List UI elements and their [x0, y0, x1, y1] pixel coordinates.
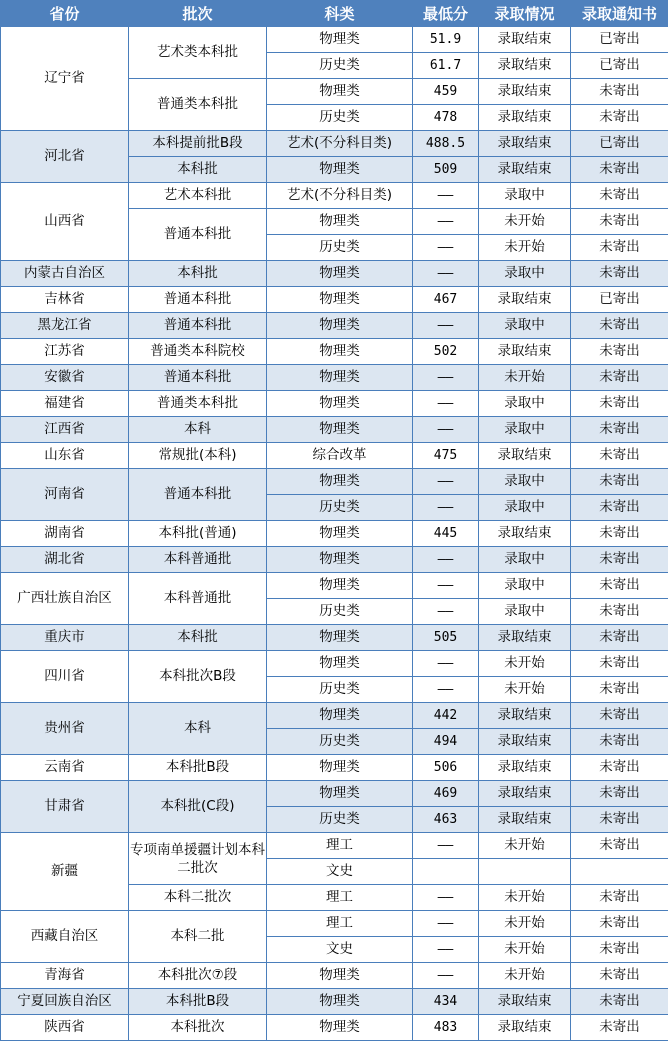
notice-cell: 未寄出 — [571, 365, 668, 391]
min-score-cell: —— — [413, 651, 479, 677]
subject-cell: 综合改革 — [267, 443, 413, 469]
min-score-cell: —— — [413, 677, 479, 703]
status-cell: 未开始 — [479, 885, 571, 911]
subject-cell: 物理类 — [267, 651, 413, 677]
table-row — [1, 833, 668, 859]
status-cell: 录取结束 — [479, 807, 571, 833]
batch-cell: 普通类本科批 — [129, 79, 267, 131]
status-cell: 录取结束 — [479, 755, 571, 781]
status-cell: 录取中 — [479, 599, 571, 625]
batch-cell: 本科批次 — [129, 1015, 267, 1041]
subject-cell: 文史 — [267, 937, 413, 963]
notice-cell: 未寄出 — [571, 625, 668, 651]
notice-cell: 未寄出 — [571, 469, 668, 495]
province-cell: 湖北省 — [1, 547, 129, 573]
min-score-cell: 469 — [413, 781, 479, 807]
notice-cell: 已寄出 — [571, 53, 668, 79]
min-score-cell: 467 — [413, 287, 479, 313]
province-cell: 甘肃省 — [1, 781, 129, 833]
batch-cell: 普通本科批 — [129, 365, 267, 391]
batch-cell: 本科批B段 — [129, 755, 267, 781]
notice-cell: 未寄出 — [571, 443, 668, 469]
notice-cell: 未寄出 — [571, 547, 668, 573]
subject-cell: 历史类 — [267, 807, 413, 833]
subject-cell: 物理类 — [267, 339, 413, 365]
min-score-cell — [413, 859, 479, 885]
subject-cell: 物理类 — [267, 1015, 413, 1041]
province-cell: 宁夏回族自治区 — [1, 989, 129, 1015]
province-cell: 吉林省 — [1, 287, 129, 313]
notice-cell: 未寄出 — [571, 391, 668, 417]
subject-cell: 理工 — [267, 833, 413, 859]
notice-cell: 未寄出 — [571, 313, 668, 339]
province-cell: 内蒙古自治区 — [1, 261, 129, 287]
subject-cell: 物理类 — [267, 781, 413, 807]
min-score-cell: 483 — [413, 1015, 479, 1041]
notice-cell: 已寄出 — [571, 27, 668, 53]
status-cell: 录取中 — [479, 261, 571, 287]
batch-cell: 本科批 — [129, 625, 267, 651]
batch-cell: 本科批次⑦段 — [129, 963, 267, 989]
batch-cell: 本科普通批 — [129, 547, 267, 573]
subject-cell: 物理类 — [267, 157, 413, 183]
min-score-cell: —— — [413, 261, 479, 287]
table-row — [1, 313, 668, 339]
batch-cell: 普通类本科批 — [129, 391, 267, 417]
min-score-cell: —— — [413, 911, 479, 937]
table-row — [1, 989, 668, 1015]
subject-cell: 艺术(不分科目类) — [267, 183, 413, 209]
subject-cell: 历史类 — [267, 599, 413, 625]
subject-cell: 物理类 — [267, 547, 413, 573]
subject-cell: 物理类 — [267, 521, 413, 547]
subject-cell: 物理类 — [267, 989, 413, 1015]
table-row — [1, 781, 668, 807]
notice-cell: 未寄出 — [571, 157, 668, 183]
province-cell: 江苏省 — [1, 339, 129, 365]
notice-cell: 已寄出 — [571, 287, 668, 313]
batch-cell: 本科 — [129, 703, 267, 755]
batch-cell: 普通类本科院校 — [129, 339, 267, 365]
status-cell: 录取结束 — [479, 443, 571, 469]
status-cell: 未开始 — [479, 235, 571, 261]
status-cell: 录取中 — [479, 547, 571, 573]
status-cell: 未开始 — [479, 209, 571, 235]
province-cell: 四川省 — [1, 651, 129, 703]
table-row — [1, 651, 668, 677]
notice-cell: 未寄出 — [571, 885, 668, 911]
table-row — [1, 963, 668, 989]
notice-cell: 未寄出 — [571, 235, 668, 261]
batch-cell: 本科批(普通) — [129, 521, 267, 547]
subject-cell: 历史类 — [267, 105, 413, 131]
min-score-cell: 506 — [413, 755, 479, 781]
status-cell: 录取中 — [479, 313, 571, 339]
min-score-cell: —— — [413, 833, 479, 859]
notice-cell: 未寄出 — [571, 781, 668, 807]
status-cell: 录取结束 — [479, 157, 571, 183]
min-score-cell: —— — [413, 235, 479, 261]
notice-cell — [571, 859, 668, 885]
notice-cell: 未寄出 — [571, 937, 668, 963]
subject-cell: 物理类 — [267, 963, 413, 989]
notice-cell: 未寄出 — [571, 807, 668, 833]
status-cell: 录取结束 — [479, 625, 571, 651]
notice-cell: 未寄出 — [571, 989, 668, 1015]
header-batch: 批次 — [129, 1, 267, 27]
batch-cell: 本科普通批 — [129, 573, 267, 625]
notice-cell: 未寄出 — [571, 339, 668, 365]
min-score-cell: 502 — [413, 339, 479, 365]
notice-cell: 未寄出 — [571, 495, 668, 521]
header-min-score: 最低分 — [413, 1, 479, 27]
status-cell: 录取结束 — [479, 781, 571, 807]
min-score-cell: —— — [413, 417, 479, 443]
min-score-cell: —— — [413, 937, 479, 963]
min-score-cell: 505 — [413, 625, 479, 651]
min-score-cell: 478 — [413, 105, 479, 131]
province-cell: 山西省 — [1, 183, 129, 261]
subject-cell: 物理类 — [267, 209, 413, 235]
table-row — [1, 1015, 668, 1041]
status-cell: 录取结束 — [479, 27, 571, 53]
province-cell: 贵州省 — [1, 703, 129, 755]
table-row — [1, 703, 668, 729]
status-cell: 录取结束 — [479, 729, 571, 755]
subject-cell: 物理类 — [267, 261, 413, 287]
header-row — [1, 1, 668, 27]
notice-cell: 未寄出 — [571, 729, 668, 755]
min-score-cell: —— — [413, 963, 479, 989]
table-row — [1, 573, 668, 599]
notice-cell: 未寄出 — [571, 833, 668, 859]
table-row — [1, 287, 668, 313]
min-score-cell: —— — [413, 313, 479, 339]
min-score-cell: 488.5 — [413, 131, 479, 157]
subject-cell: 艺术(不分科目类) — [267, 131, 413, 157]
province-cell: 广西壮族自治区 — [1, 573, 129, 625]
min-score-cell: —— — [413, 391, 479, 417]
min-score-cell: 494 — [413, 729, 479, 755]
subject-cell: 物理类 — [267, 313, 413, 339]
status-cell: 录取中 — [479, 183, 571, 209]
notice-cell: 未寄出 — [571, 963, 668, 989]
notice-cell: 未寄出 — [571, 417, 668, 443]
batch-cell: 本科二批次 — [129, 885, 267, 911]
min-score-cell: —— — [413, 183, 479, 209]
batch-cell: 普通本科批 — [129, 313, 267, 339]
status-cell: 未开始 — [479, 677, 571, 703]
province-cell: 西藏自治区 — [1, 911, 129, 963]
table-header — [1, 1, 668, 27]
subject-cell: 历史类 — [267, 495, 413, 521]
table-row — [1, 131, 668, 157]
table-row — [1, 417, 668, 443]
notice-cell: 未寄出 — [571, 599, 668, 625]
table-row — [1, 183, 668, 209]
min-score-cell: 463 — [413, 807, 479, 833]
notice-cell: 未寄出 — [571, 261, 668, 287]
min-score-cell: 434 — [413, 989, 479, 1015]
status-cell: 录取结束 — [479, 79, 571, 105]
min-score-cell: 51.9 — [413, 27, 479, 53]
province-cell: 河南省 — [1, 469, 129, 521]
status-cell: 录取结束 — [479, 287, 571, 313]
province-cell: 新疆 — [1, 833, 129, 911]
subject-cell: 物理类 — [267, 573, 413, 599]
status-cell: 未开始 — [479, 963, 571, 989]
province-cell: 陕西省 — [1, 1015, 129, 1041]
table-row — [1, 469, 668, 495]
table-row — [1, 443, 668, 469]
subject-cell: 历史类 — [267, 729, 413, 755]
notice-cell: 未寄出 — [571, 79, 668, 105]
min-score-cell: —— — [413, 547, 479, 573]
notice-cell: 未寄出 — [571, 209, 668, 235]
min-score-cell: 445 — [413, 521, 479, 547]
min-score-cell: 61.7 — [413, 53, 479, 79]
status-cell — [479, 859, 571, 885]
header-subject: 科类 — [267, 1, 413, 27]
subject-cell: 物理类 — [267, 365, 413, 391]
table-row — [1, 365, 668, 391]
notice-cell: 未寄出 — [571, 677, 668, 703]
batch-cell: 本科批B段 — [129, 989, 267, 1015]
status-cell: 录取结束 — [479, 1015, 571, 1041]
table-row — [1, 339, 668, 365]
batch-cell: 本科 — [129, 417, 267, 443]
table-row — [1, 625, 668, 651]
min-score-cell: —— — [413, 599, 479, 625]
status-cell: 录取中 — [479, 391, 571, 417]
notice-cell: 未寄出 — [571, 105, 668, 131]
province-cell: 安徽省 — [1, 365, 129, 391]
min-score-cell: —— — [413, 469, 479, 495]
table-row — [1, 755, 668, 781]
header-status: 录取情况 — [479, 1, 571, 27]
status-cell: 录取结束 — [479, 339, 571, 365]
status-cell: 录取结束 — [479, 131, 571, 157]
status-cell: 未开始 — [479, 911, 571, 937]
province-cell: 云南省 — [1, 755, 129, 781]
min-score-cell: 509 — [413, 157, 479, 183]
notice-cell: 未寄出 — [571, 911, 668, 937]
status-cell: 录取中 — [479, 495, 571, 521]
status-cell: 未开始 — [479, 651, 571, 677]
notice-cell: 未寄出 — [571, 703, 668, 729]
min-score-cell: —— — [413, 365, 479, 391]
batch-cell: 常规批(本科) — [129, 443, 267, 469]
province-cell: 青海省 — [1, 963, 129, 989]
status-cell: 未开始 — [479, 833, 571, 859]
min-score-cell: 442 — [413, 703, 479, 729]
notice-cell: 未寄出 — [571, 573, 668, 599]
status-cell: 录取结束 — [479, 53, 571, 79]
subject-cell: 物理类 — [267, 703, 413, 729]
table-row — [1, 261, 668, 287]
province-cell: 辽宁省 — [1, 27, 129, 131]
min-score-cell: 475 — [413, 443, 479, 469]
batch-cell: 本科批次B段 — [129, 651, 267, 703]
subject-cell: 历史类 — [267, 235, 413, 261]
subject-cell: 理工 — [267, 911, 413, 937]
subject-cell: 物理类 — [267, 625, 413, 651]
subject-cell: 物理类 — [267, 417, 413, 443]
batch-cell: 普通本科批 — [129, 287, 267, 313]
table-row — [1, 547, 668, 573]
subject-cell: 物理类 — [267, 469, 413, 495]
subject-cell: 理工 — [267, 885, 413, 911]
province-cell: 黑龙江省 — [1, 313, 129, 339]
status-cell: 录取结束 — [479, 521, 571, 547]
notice-cell: 未寄出 — [571, 183, 668, 209]
subject-cell: 物理类 — [267, 27, 413, 53]
status-cell: 录取结束 — [479, 703, 571, 729]
header-province: 省份 — [1, 1, 129, 27]
header-notice: 录取通知书 — [571, 1, 668, 27]
notice-cell: 已寄出 — [571, 131, 668, 157]
status-cell: 录取中 — [479, 417, 571, 443]
province-cell: 江西省 — [1, 417, 129, 443]
status-cell: 录取结束 — [479, 989, 571, 1015]
subject-cell: 物理类 — [267, 391, 413, 417]
min-score-cell: —— — [413, 209, 479, 235]
notice-cell: 未寄出 — [571, 755, 668, 781]
batch-cell: 本科提前批B段 — [129, 131, 267, 157]
batch-cell: 本科二批 — [129, 911, 267, 963]
min-score-cell: —— — [413, 495, 479, 521]
batch-cell: 艺术本科批 — [129, 183, 267, 209]
status-cell: 录取中 — [479, 573, 571, 599]
batch-cell: 本科批(C段) — [129, 781, 267, 833]
subject-cell: 文史 — [267, 859, 413, 885]
batch-cell: 本科批 — [129, 157, 267, 183]
status-cell: 未开始 — [479, 937, 571, 963]
notice-cell: 未寄出 — [571, 521, 668, 547]
table-body — [1, 27, 668, 1041]
status-cell: 录取结束 — [479, 105, 571, 131]
table-row — [1, 911, 668, 937]
subject-cell: 历史类 — [267, 53, 413, 79]
batch-cell: 艺术类本科批 — [129, 27, 267, 79]
province-cell: 河北省 — [1, 131, 129, 183]
status-cell: 未开始 — [479, 365, 571, 391]
min-score-cell: —— — [413, 573, 479, 599]
notice-cell: 未寄出 — [571, 651, 668, 677]
batch-cell: 普通本科批 — [129, 209, 267, 261]
min-score-cell: 459 — [413, 79, 479, 105]
batch-cell: 专项南单援疆计划本科二批次 — [129, 833, 267, 885]
province-cell: 重庆市 — [1, 625, 129, 651]
table-row — [1, 521, 668, 547]
table-row — [1, 391, 668, 417]
batch-cell: 普通本科批 — [129, 469, 267, 521]
status-cell: 录取中 — [479, 469, 571, 495]
province-cell: 湖南省 — [1, 521, 129, 547]
min-score-cell: —— — [413, 885, 479, 911]
province-cell: 山东省 — [1, 443, 129, 469]
notice-cell: 未寄出 — [571, 1015, 668, 1041]
province-cell: 福建省 — [1, 391, 129, 417]
subject-cell: 物理类 — [267, 287, 413, 313]
table-row — [1, 27, 668, 53]
subject-cell: 物理类 — [267, 755, 413, 781]
batch-cell: 本科批 — [129, 261, 267, 287]
subject-cell: 物理类 — [267, 79, 413, 105]
subject-cell: 历史类 — [267, 677, 413, 703]
